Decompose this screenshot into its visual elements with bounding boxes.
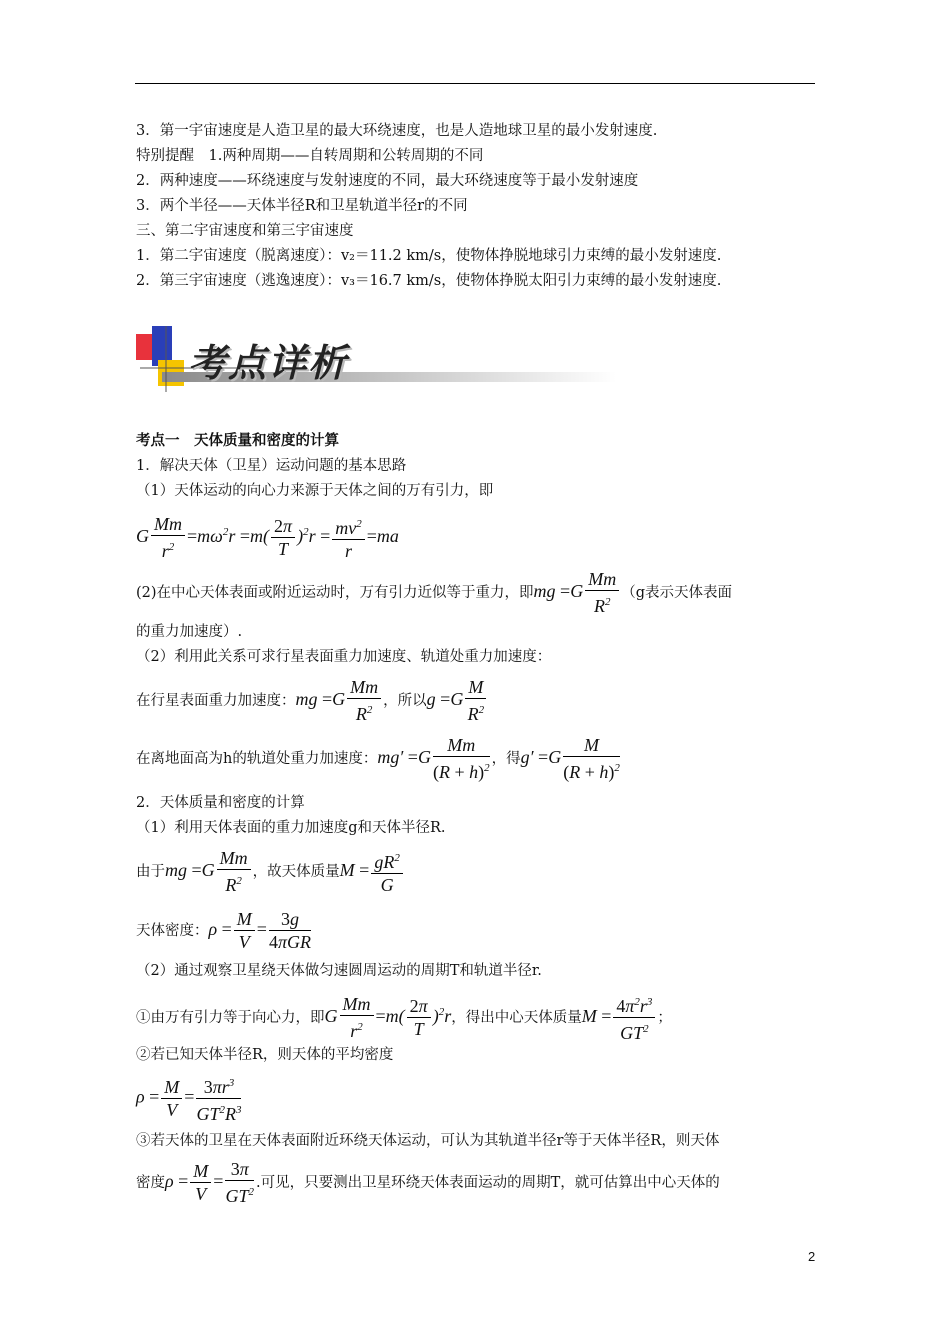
text-fragment: ，得 [491, 751, 521, 767]
text-fragment: ； [657, 1010, 672, 1026]
text-fragment: 由于 [136, 864, 165, 880]
text-fragment: ，所以 [383, 693, 427, 709]
text-fragment: 在行星表面重力加速度： [136, 693, 296, 709]
text-line: 的重力加速度）. [136, 624, 243, 640]
text-line: 3．两个半径——天体半径R和卫星轨道半径r的不同 [136, 198, 468, 214]
text-line: 1．第二宇宙速度（脱离速度）：v₂＝11.2 km/s，使物体挣脱地球引力束缚的最小发射速度. [136, 248, 722, 264]
text-line: （1）天体运动的向心力来源于天体之间的万有引力，即 [136, 483, 494, 499]
text-fragment: 在离地面高为h的轨道处重力加速度： [136, 751, 378, 767]
text-fragment: (2)在中心天体表面或附近运动时，万有引力近似等于重力，即 [136, 585, 534, 601]
text-fragment: ①由万有引力等于向心力，即 [136, 1010, 325, 1026]
text-fragment: .可见，只要测出卫星环绕天体表面运动的周期T，就可估算出中心天体的 [255, 1175, 720, 1191]
text-fragment: 天体密度： [136, 923, 209, 939]
text-line: （2）通过观察卫星绕天体做匀速圆周运动的周期T和轨道半径r. [136, 963, 542, 979]
text-line: 2．天体质量和密度的计算 [136, 795, 305, 811]
text-line-orbit-g: 在离地面高为h的轨道处重力加速度：mg′ =G $\frac{Mm}{(R + h)^2}$ ，得g′ =G $\frac{M}{(R + h)^2}$ [136, 735, 620, 783]
text-line: ③若天体的卫星在天体表面附近环绕天体运动，可认为其轨道半径r等于天体半径R，则天体 [136, 1133, 720, 1149]
text-line-mass: 由于mg =G $\frac{Mm}{R^2}$ ，故天体质量M = $\frac{gR^2}{G}$ [136, 846, 405, 896]
text-line: （1）利用天体表面的重力加速度g和天体半径R. [136, 820, 446, 836]
text-line: 2．第三宇宙速度（逃逸速度）：v₃＝16.7 km/s，使物体挣脱太阳引力束缚的最小发射速度. [136, 273, 722, 289]
page-number: 2 [808, 1249, 816, 1264]
equation-centripetal: G $\frac{Mm}{r^2}$ $=m\omega^2r =m$( $\frac{2\pi}{T}$ )$^2$r = $\frac{mv^2}{r}$ =ma [136, 514, 399, 562]
text-line-gravity-weight: (2)在中心天体表面或附近运动时，万有引力近似等于重力，即mg =G $\frac{Mm}{R^2}$ （g表示天体表面 [136, 569, 732, 617]
header-rule [135, 83, 815, 84]
text-line: ②若已知天体半径R，则天体的平均密度 [136, 1047, 394, 1063]
text-line: 特别提醒 1.两种周期——自转周期和公转周期的不同 [136, 148, 484, 164]
text-line-orbit-mass: ①由万有引力等于向心力，即G $\frac{Mm}{r^2}$ =m( $\frac{2\pi}{T}$ )$^2$r，得出中心天体质量M = $\frac{4\pi^2r^3}{GT^2}$ ； [136, 988, 672, 1044]
section-heading: 三、第二宇宙速度和第三宇宙速度 [136, 223, 354, 239]
topic-heading: 考点一 天体质量和密度的计算 [136, 432, 339, 449]
text-line: 2．两种速度——环绕速度与发射速度的不同，最大环绕速度等于最小发射速度 [136, 173, 639, 189]
text-line-surface-density: 密度ρ = $\frac{M}{V}$ = $\frac{3\pi}{GT^2}$ .可见，只要测出卫星环绕天体表面运动的周期T，就可估算出中心天体的 [136, 1159, 720, 1207]
section-banner [136, 326, 616, 396]
text-fragment: 密度 [136, 1175, 165, 1191]
banner-title: 考点详析 [188, 340, 349, 385]
text-line: 1．解决天体（卫星）运动问题的基本思路 [136, 458, 407, 474]
text-fragment: ，得出中心天体质量 [451, 1010, 582, 1026]
text-line-density: 天体密度：ρ = $\frac{M}{V}$ = $\frac{3g}{\text{4πGR}}$ [136, 909, 311, 953]
text-line: 3．第一宇宙速度是人造卫星的最大环绕速度，也是人造地球卫星的最小发射速度. [136, 123, 658, 139]
equation-mean-density: ρ = $\frac{M}{V}$ = $\frac{3\pi r^3}{GT^2R^3}$ [136, 1072, 243, 1125]
text-fragment: （g表示天体表面 [621, 585, 732, 601]
text-fragment: ，故天体质量 [252, 864, 340, 880]
text-line: （2）利用此关系可求行星表面重力加速度、轨道处重力加速度： [136, 649, 552, 665]
text-line-surface-g: 在行星表面重力加速度：mg =G $\frac{Mm}{R^2}$ ，所以g =G $\frac{M}{R^2}$ [136, 675, 488, 725]
